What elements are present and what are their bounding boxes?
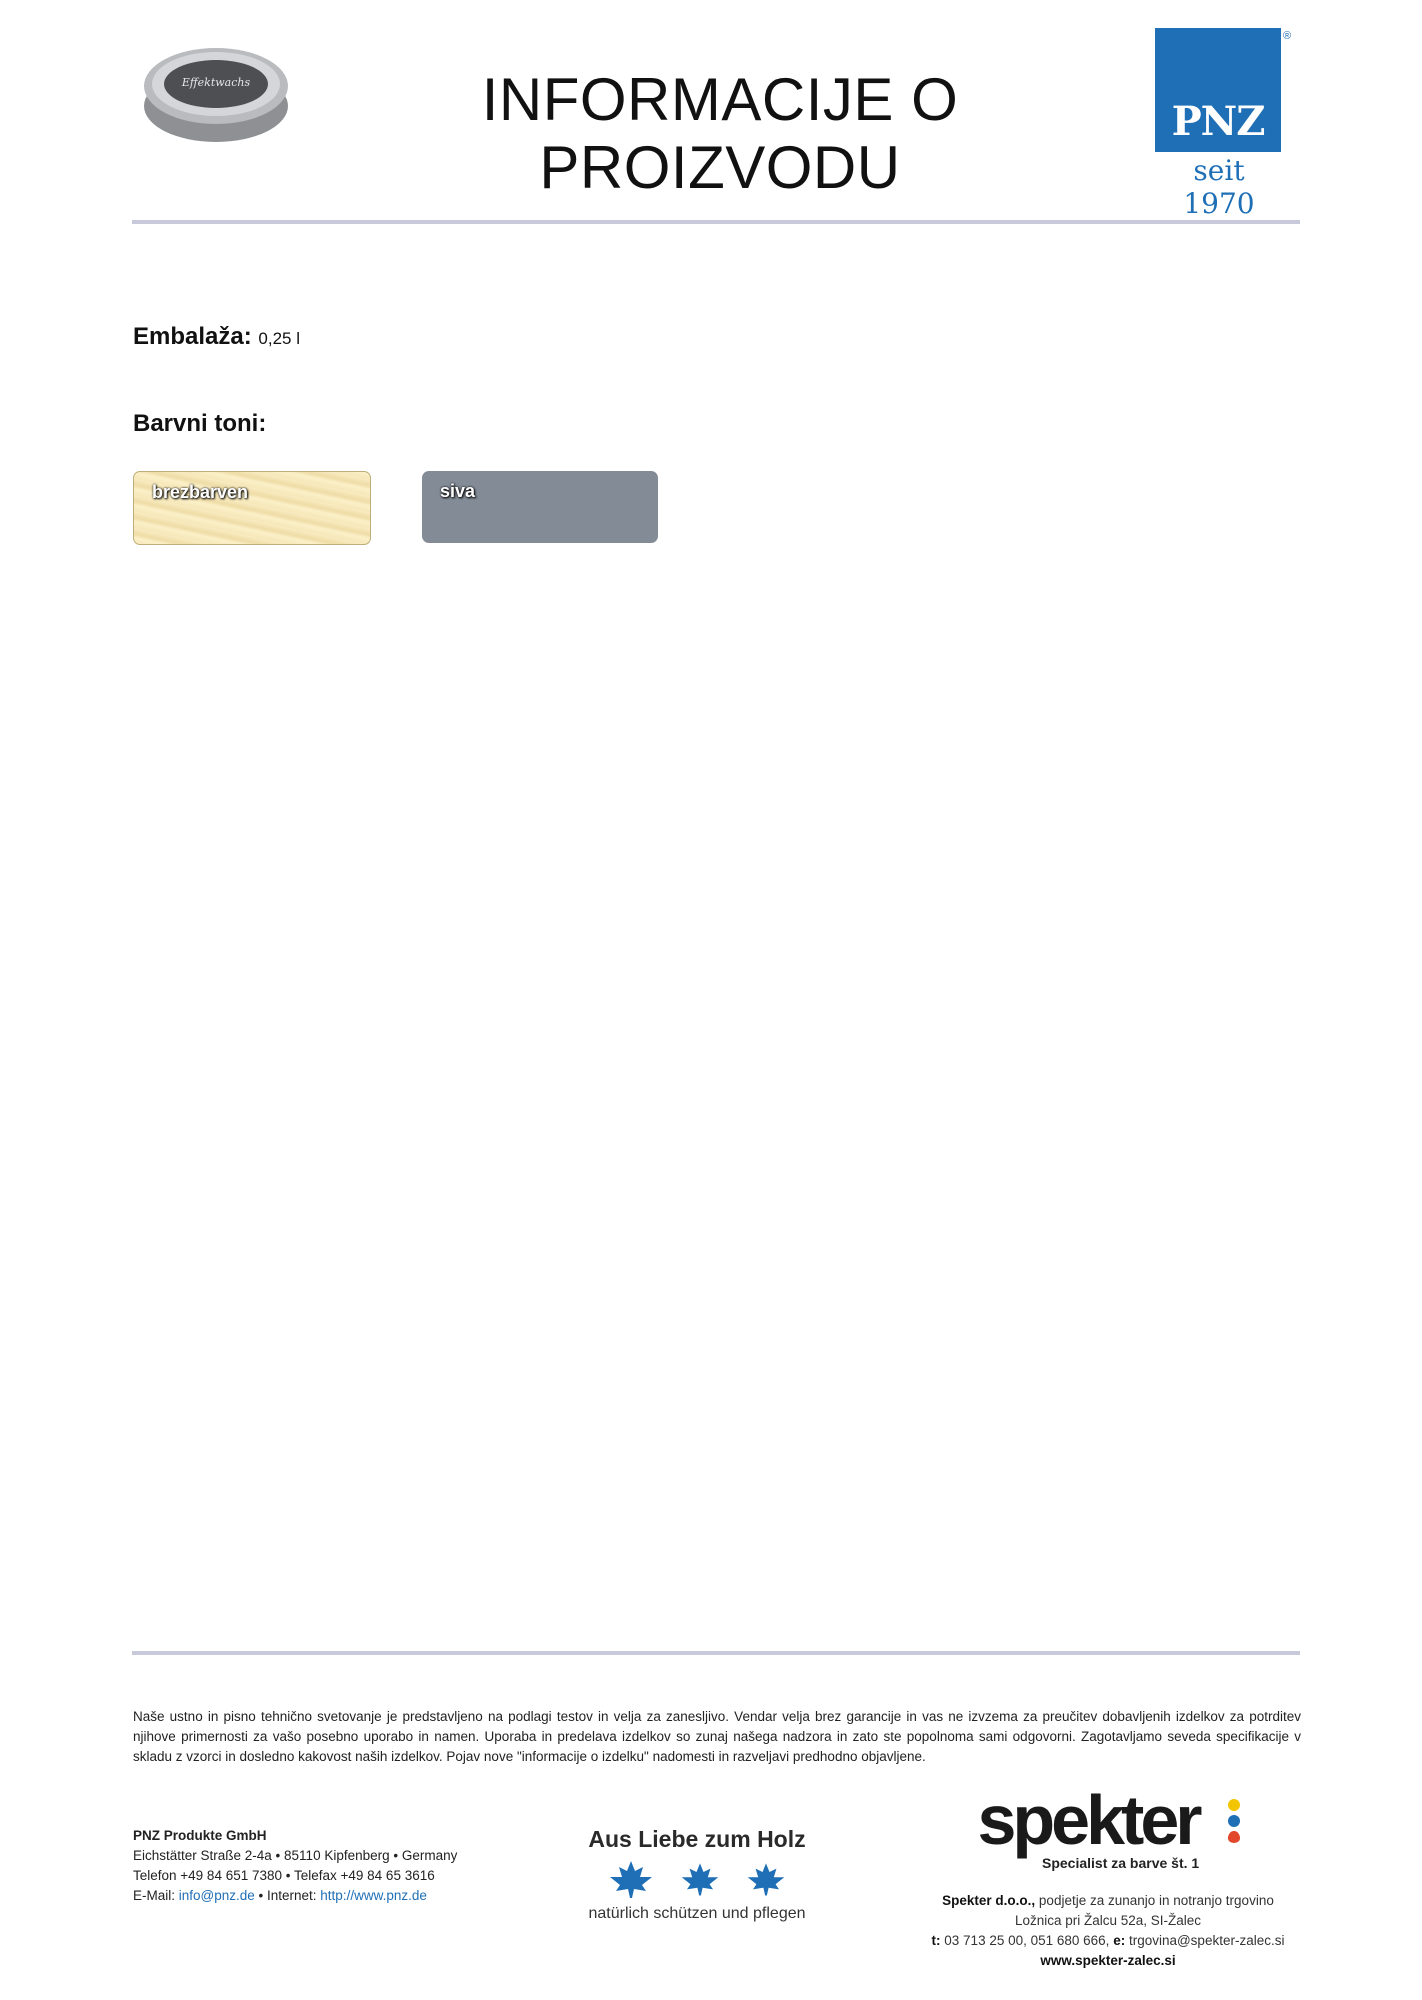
leaf-icons [582,1859,812,1899]
spekter-email[interactable]: trgovina@spekter-zalec.si [1125,1933,1285,1948]
company-info [133,1826,553,1906]
spekter-tagline: Specialist za barve št. 1 [1042,1855,1200,1871]
aus-liebe-title: Aus Liebe zum Holz [588,1826,806,1852]
blue-dot [1228,1815,1240,1827]
swatch-label: brezbarven [152,482,249,502]
company-name: PNZ Produkte GmbH [133,1828,267,1843]
company-phone: Telefon +49 84 651 7380 • Telefax +49 84 65 3616 [133,1868,435,1883]
company-contact [133,1886,553,1906]
spekter-color-dots [1228,1799,1242,1847]
yellow-dot [1228,1799,1240,1811]
aus-liebe-logo [582,1826,812,1936]
pnz-logo-text: PNZ [1171,98,1265,145]
company-address: Eichstätter Straße 2-4a • 85110 Kipfenberg • Germany [133,1848,458,1863]
swatch-brezbarven [133,471,371,545]
spekter-logo [918,1781,1298,1968]
disclaimer-text: Naše ustno in pisno tehnično svetovanje je predstavljeno na podlagi testov in velja za zanesljivo. Vendar velja brez garancije in vas ne izvzema za preučitev dobavljenih izdelkov za potrditev njihove primernosti za vašo posebno uporabo in namen. Uporaba in predelava izdelkov so zunaj našega nadzora in zato ste popolnoma sami odgovorni. Zagotavljamo seveda specifikacije v skladu z vzorci in dosledno kakovost naših izdelkov. Pojav nove "informacije o izdelku" nadomesti in razveljavi predhodno objavljene. [133,1709,1301,1764]
product-image [140,36,292,148]
swatch-label: siva [440,481,476,501]
phone-label: t: [931,1933,941,1948]
maple-leaf-icon [746,1859,786,1899]
maple-leaf-icon [680,1859,720,1899]
website-link[interactable]: http://www.pnz.de [320,1888,427,1903]
spekter-line-1 [918,1891,1298,1911]
pnz-logo [1155,28,1292,220]
packaging-info [133,323,300,351]
packaging-value: 0,25 l [258,329,300,348]
spekter-phone: 03 713 25 00, 051 680 666, [940,1933,1110,1948]
color-tones-heading: Barvni toni: [133,410,267,437]
pnz-since-text: seit 1970 [1183,154,1255,220]
spekter-logo-text: spekter [977,1781,1199,1859]
product-label-text: Effektwachs [181,76,251,89]
title-line-1: INFORMACIJE O [481,66,959,133]
header-divider [132,220,1300,224]
spekter-website[interactable]: www.spekter-zalec.si [1040,1953,1176,1968]
packaging-label: Embalaža: [133,323,252,350]
spekter-contact [918,1891,1298,1971]
page-title [420,66,1020,202]
aus-liebe-subtitle: natürlich schützen und pflegen [588,1905,806,1922]
email-label: e: [1109,1933,1126,1948]
spekter-address: Ložnica pri Žalcu 52a, SI-Žalec [1014,1913,1202,1928]
spekter-company-desc: podjetje za zunanjo in notranjo trgovino [1035,1893,1274,1908]
footer-divider [132,1651,1300,1655]
spekter-line-3 [918,1931,1298,1951]
red-drop-icon [1228,1831,1240,1843]
email-link[interactable]: info@pnz.de [178,1888,255,1903]
spekter-company-name: Spekter d.o.o., [942,1893,1036,1908]
registered-mark: ® [1283,30,1292,42]
swatch-siva [422,471,658,543]
email-label: E-Mail: [133,1888,179,1903]
maple-leaf-icon [608,1859,654,1899]
internet-label: • Internet: [254,1888,321,1903]
title-line-2: PROIZVODU [539,134,901,201]
